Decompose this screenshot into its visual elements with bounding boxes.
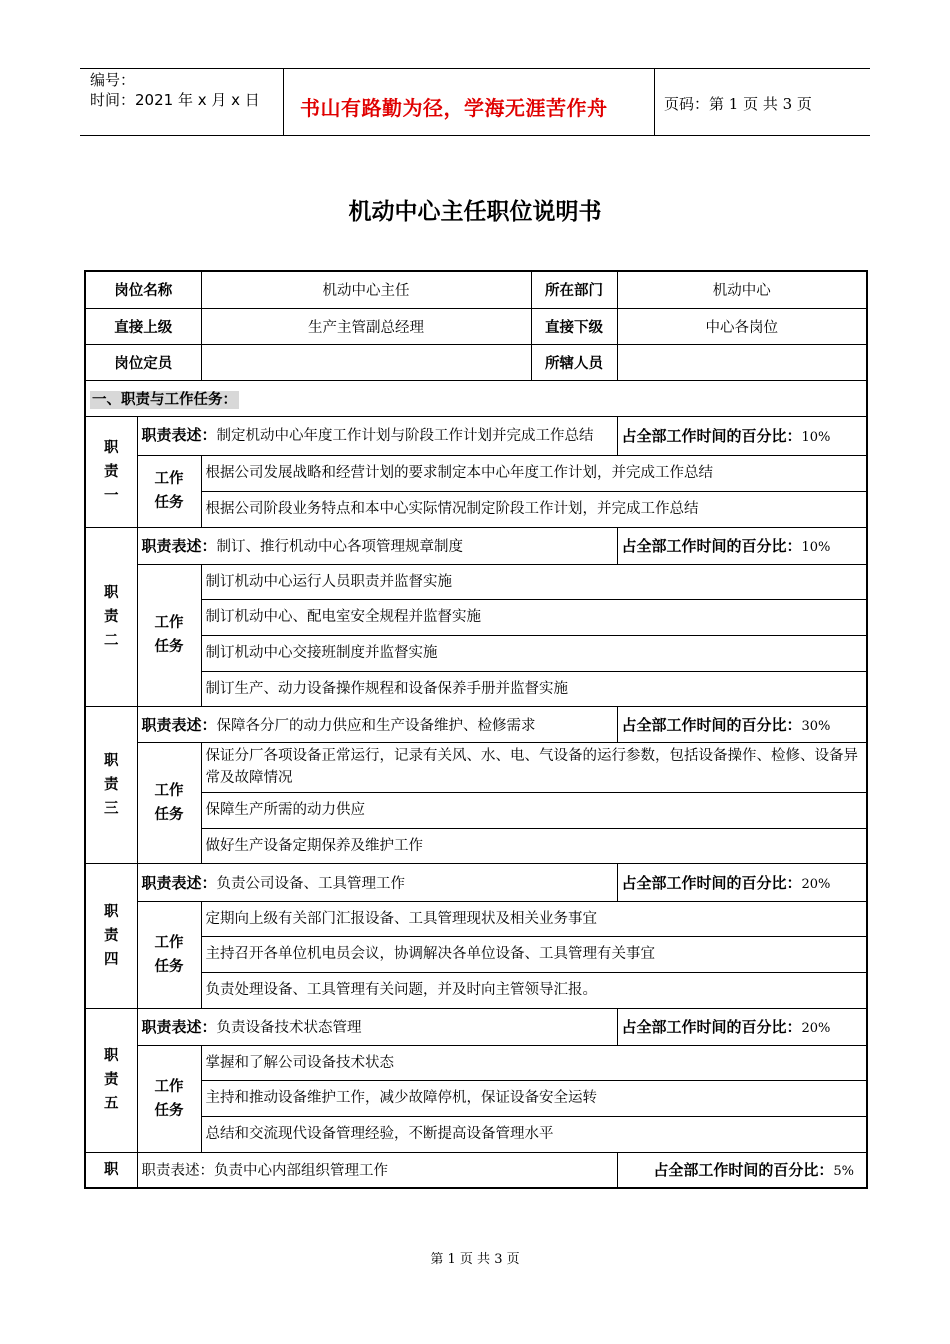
duty-2-desc-row bbox=[85, 527, 867, 564]
duty-6-desc-label: 职责表述： bbox=[141, 1163, 214, 1180]
duty-4-task-1: 定期向上级有关部门汇报设备、工具管理现状及相关业务事宜 bbox=[201, 901, 867, 936]
duty-5-pct: 20% bbox=[801, 1021, 831, 1036]
duty-3-desc-row bbox=[85, 706, 867, 742]
header-motto: 书山有路勤为径，学海无涯苦作舟 bbox=[300, 96, 608, 120]
duty-3-pct-label: 占全部工作时间的百分比： bbox=[621, 715, 802, 734]
duty-3-pct: 30% bbox=[801, 718, 831, 734]
duty-4-pct-label: 占全部工作时间的百分比： bbox=[621, 873, 802, 892]
duty-5-label: 职责五 bbox=[85, 1008, 137, 1152]
duty-4-task-row bbox=[85, 936, 867, 972]
duty-2-task-row bbox=[85, 599, 867, 635]
duty-5-task-row bbox=[85, 1045, 867, 1080]
duty-4-desc: 负责公司设备、工具管理工作 bbox=[216, 875, 406, 892]
header-divider-left bbox=[283, 68, 284, 136]
position-row-2 bbox=[85, 308, 867, 344]
managed-label: 所辖人员 bbox=[531, 344, 617, 380]
duty-2-task-2: 制订机动中心、配电室安全规程并监督实施 bbox=[201, 599, 867, 635]
superior-value: 生产主管副总经理 bbox=[201, 308, 531, 344]
duty-5-desc-label: 职责表述： bbox=[141, 1018, 217, 1036]
duty-2-pct: 10% bbox=[801, 540, 831, 555]
duty-3-task-label: 工作任务 bbox=[137, 742, 201, 863]
duty-1-task-row bbox=[85, 455, 867, 491]
duty-2-task-3: 制订机动中心交接班制度并监督实施 bbox=[201, 635, 867, 671]
duty-6-pct: 5% bbox=[833, 1164, 854, 1180]
duty-3-task-2: 保障生产所需的动力供应 bbox=[201, 792, 867, 828]
section-row bbox=[85, 380, 867, 416]
duty-3-task-1: 保证分厂各项设备正常运行，记录有关风、水、电、气设备的运行参数，包括设备操作、检修、设备异常及故障情况 bbox=[201, 742, 867, 792]
header-bottom-rule bbox=[80, 135, 870, 136]
staffing-label: 岗位定员 bbox=[85, 344, 201, 380]
duty-3-task-row bbox=[85, 792, 867, 828]
duty-5-task-3: 总结和交流现代设备管理经验，不断提高设备管理水平 bbox=[201, 1116, 867, 1152]
duty-5-pct-label: 占全部工作时间的百分比： bbox=[621, 1018, 802, 1036]
duty-1-pct-label: 占全部工作时间的百分比： bbox=[621, 427, 802, 445]
duty-6-label: 职 bbox=[85, 1152, 137, 1188]
duty-1-task-1: 根据公司发展战略和经营计划的要求制定本中心年度工作计划，并完成工作总结 bbox=[201, 455, 867, 491]
duty-2-label: 职责二 bbox=[85, 527, 137, 706]
duty-3-task-row bbox=[85, 828, 867, 863]
position-name-value: 机动中心主任 bbox=[201, 271, 531, 308]
duty-4-desc-label: 职责表述： bbox=[141, 873, 217, 892]
duty-2-task-1: 制订机动中心运行人员职责并监督实施 bbox=[201, 564, 867, 599]
duty-5-task-row bbox=[85, 1080, 867, 1116]
duty-4-label: 职责四 bbox=[85, 863, 137, 1008]
managed-value bbox=[617, 344, 867, 380]
duty-5-task-row bbox=[85, 1116, 867, 1152]
duty-2-pct-label: 占全部工作时间的百分比： bbox=[621, 537, 802, 555]
header-top-rule bbox=[80, 68, 870, 69]
duty-3-task-3: 做好生产设备定期保养及维护工作 bbox=[201, 828, 867, 863]
duty-1-desc-label: 职责表述： bbox=[141, 426, 217, 444]
duty-4-task-2: 主持召开各单位机电员会议，协调解决各单位设备、工具管理有关事宜 bbox=[201, 936, 867, 972]
document-number: 编号： bbox=[90, 71, 136, 89]
duty-6-desc-row bbox=[85, 1152, 867, 1188]
duty-4-pct: 20% bbox=[801, 876, 831, 892]
staffing-value bbox=[201, 344, 531, 380]
duty-2-desc-label: 职责表述： bbox=[141, 537, 217, 555]
duty-6-desc: 负责中心内部组织管理工作 bbox=[214, 1163, 388, 1180]
duty-5-task-1: 掌握和了解公司设备技术状态 bbox=[201, 1045, 867, 1080]
duty-4-task-row bbox=[85, 972, 867, 1008]
page-footer: 第 1 页 共 3 页 bbox=[430, 1252, 520, 1267]
document-date: 时间：2021 年 x 月 x 日 bbox=[90, 91, 260, 109]
duty-5-task-label: 工作任务 bbox=[137, 1045, 201, 1152]
duty-4-task-3: 负责处理设备、工具管理有关问题，并及时向主管领导汇报。 bbox=[201, 972, 867, 1008]
position-row-1 bbox=[85, 271, 867, 308]
duty-1-pct: 10% bbox=[801, 430, 831, 445]
header-divider-right bbox=[654, 68, 655, 136]
duty-3-desc-label: 职责表述： bbox=[141, 715, 217, 734]
duty-6-pct-label: 占全部工作时间的百分比： bbox=[653, 1161, 834, 1180]
duty-4-desc-row bbox=[85, 863, 867, 901]
duty-1-label: 职责一 bbox=[85, 416, 137, 527]
duty-4-task-row bbox=[85, 901, 867, 936]
duty-4-task-label: 工作任务 bbox=[137, 901, 201, 1008]
duty-5-task-2: 主持和推动设备维护工作，减少故障停机，保证设备安全运转 bbox=[201, 1080, 867, 1116]
header-page-info: 页码：第 1 页 共 3 页 bbox=[664, 95, 812, 113]
duty-3-label: 职责三 bbox=[85, 706, 137, 863]
superior-label: 直接上级 bbox=[85, 308, 201, 344]
position-row-3 bbox=[85, 344, 867, 380]
duty-1-task-2: 根据公司阶段业务特点和本中心实际情况制定阶段工作计划，并完成工作总结 bbox=[201, 491, 867, 527]
duty-2-task-row bbox=[85, 564, 867, 599]
duty-2-task-row bbox=[85, 635, 867, 671]
duty-2-task-row bbox=[85, 671, 867, 706]
duty-2-desc: 制订、推行机动中心各项管理规章制度 bbox=[216, 539, 464, 555]
duty-2-task-4: 制订生产、动力设备操作规程和设备保养手册并监督实施 bbox=[201, 671, 867, 706]
duty-1-desc: 制定机动中心年度工作计划与阶段工作计划并完成工作总结 bbox=[216, 428, 594, 444]
duty-3-desc: 保障各分厂的动力供应和生产设备维护、检修需求 bbox=[216, 717, 536, 734]
page-title: 机动中心主任职位说明书 bbox=[348, 199, 602, 225]
department-value: 机动中心 bbox=[617, 271, 867, 308]
duty-1-task-row bbox=[85, 491, 867, 527]
subordinate-label: 直接下级 bbox=[531, 308, 617, 344]
job-description-table bbox=[84, 270, 868, 1189]
department-label: 所在部门 bbox=[531, 271, 617, 308]
duty-5-desc: 负责设备技术状态管理 bbox=[216, 1020, 362, 1036]
duty-5-desc-row bbox=[85, 1008, 867, 1045]
duty-2-task-label: 工作任务 bbox=[137, 564, 201, 706]
section-title: 一、职责与工作任务： bbox=[92, 391, 237, 408]
duty-1-task-label: 工作任务 bbox=[137, 455, 201, 527]
subordinate-value: 中心各岗位 bbox=[617, 308, 867, 344]
duty-1-desc-row bbox=[85, 416, 867, 455]
position-name-label: 岗位名称 bbox=[85, 271, 201, 308]
duty-3-task-row bbox=[85, 742, 867, 792]
